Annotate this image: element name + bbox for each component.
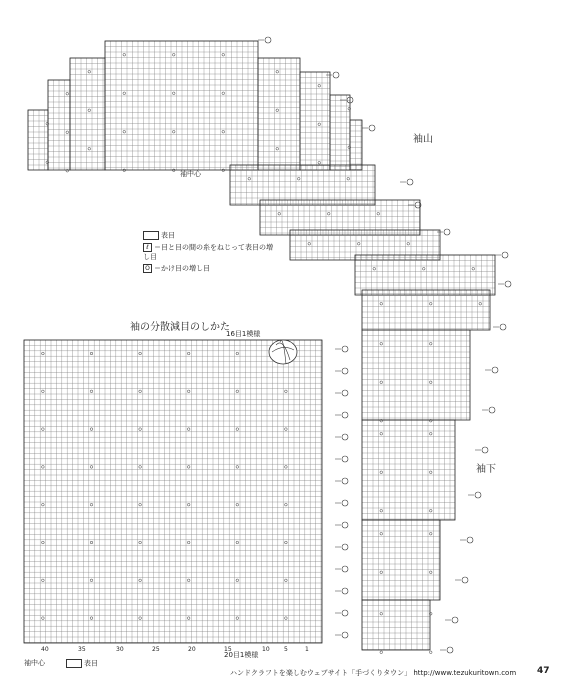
yarn-ball-illustration (269, 340, 297, 364)
row-number-marker (467, 537, 473, 543)
sleeve-cap-grid-block (230, 165, 375, 205)
row-number-marker (505, 281, 511, 287)
row-number-marker (447, 647, 453, 653)
sleeve-cap-grid-block (105, 41, 258, 172)
sleeve-center-label-bottom: 袖中心 (24, 659, 45, 667)
row-number-marker (407, 179, 413, 185)
pattern-repeat-top-label: 16目1模様 (226, 330, 261, 338)
row-number-marker (462, 577, 468, 583)
legend-box-icon (143, 231, 159, 240)
decrease-method-grid (24, 340, 322, 643)
row-number-marker (342, 478, 348, 484)
sleeve-cap-title: 袖山 (413, 134, 433, 145)
sleeve-cap-grid-block (258, 58, 300, 170)
row-number-marker (342, 390, 348, 396)
twist-increase-icon: ℓ (143, 243, 152, 252)
legend-item-yarnover-increase: O ＝かけ目の増し目 (143, 264, 210, 274)
sleeve-underarm-grid (362, 290, 490, 330)
sleeve-underarm-title: 袖下 (476, 464, 496, 475)
column-number: 35 (78, 646, 86, 653)
bottom-key: 表目 (66, 659, 98, 669)
column-number: 5 (284, 646, 288, 653)
sleeve-underarm-grid (362, 600, 432, 654)
row-number-marker (342, 456, 348, 462)
sleeve-cap-grid-block (350, 120, 362, 170)
row-number-marker (500, 324, 506, 330)
row-number-marker (342, 368, 348, 374)
sleeve-cap-grid-block (290, 230, 440, 260)
sleeve-underarm-grid (362, 420, 455, 520)
row-number-marker (342, 544, 348, 550)
sleeve-cap-grid-block (48, 80, 70, 172)
pattern-repeat-bottom-label: 20目1模様 (224, 651, 259, 659)
row-number-marker (342, 412, 348, 418)
column-number: 30 (116, 646, 124, 653)
sleeve-cap-grid-block (28, 110, 49, 170)
row-number-marker (342, 434, 348, 440)
column-number: 15 (224, 646, 232, 653)
row-number-marker (342, 500, 348, 506)
row-number-marker (342, 566, 348, 572)
column-number: 10 (262, 646, 270, 653)
column-number: 40 (41, 646, 49, 653)
legend-item-knit: 表目 (143, 231, 175, 241)
row-number-marker (342, 632, 348, 638)
sleeve-cap-grid-block (70, 58, 105, 170)
sleeve-center-label-top: 袖中心 (180, 170, 201, 178)
bottom-key-box-icon (66, 659, 82, 668)
row-number-marker (265, 37, 271, 43)
row-number-marker (444, 229, 450, 235)
page-number: 47 (537, 666, 550, 676)
row-number-marker (482, 447, 488, 453)
row-number-marker (475, 492, 481, 498)
row-number-marker (342, 610, 348, 616)
row-number-marker (369, 125, 375, 131)
legend-item-twist-increase: ℓ ＝目と目の間の糸をねじって表目の増し目 (143, 243, 273, 261)
row-number-marker (489, 407, 495, 413)
yarnover-icon: O (143, 264, 152, 273)
row-number-marker (342, 588, 348, 594)
column-number: 1 (305, 646, 309, 653)
row-number-marker (342, 346, 348, 352)
sleeve-underarm-grid (362, 520, 440, 600)
column-number: 20 (188, 646, 196, 653)
sleeve-cap-grid-block (300, 72, 330, 170)
sleeve-cap-grid-block (355, 255, 495, 295)
sleeve-underarm-grid (362, 330, 470, 422)
footer-website: ハンドクラフトを楽しむウェブサイト「手づくりタウン」 http://www.tezukuritown.com (230, 669, 517, 677)
row-number-marker (452, 617, 458, 623)
row-number-marker (333, 72, 339, 78)
column-number: 25 (152, 646, 160, 653)
sleeve-cap-grid-block (330, 95, 351, 170)
row-number-marker (502, 252, 508, 258)
row-number-marker (342, 522, 348, 528)
decrease-method-title: 袖の分散減目のしかた (130, 322, 230, 333)
row-number-marker (492, 367, 498, 373)
